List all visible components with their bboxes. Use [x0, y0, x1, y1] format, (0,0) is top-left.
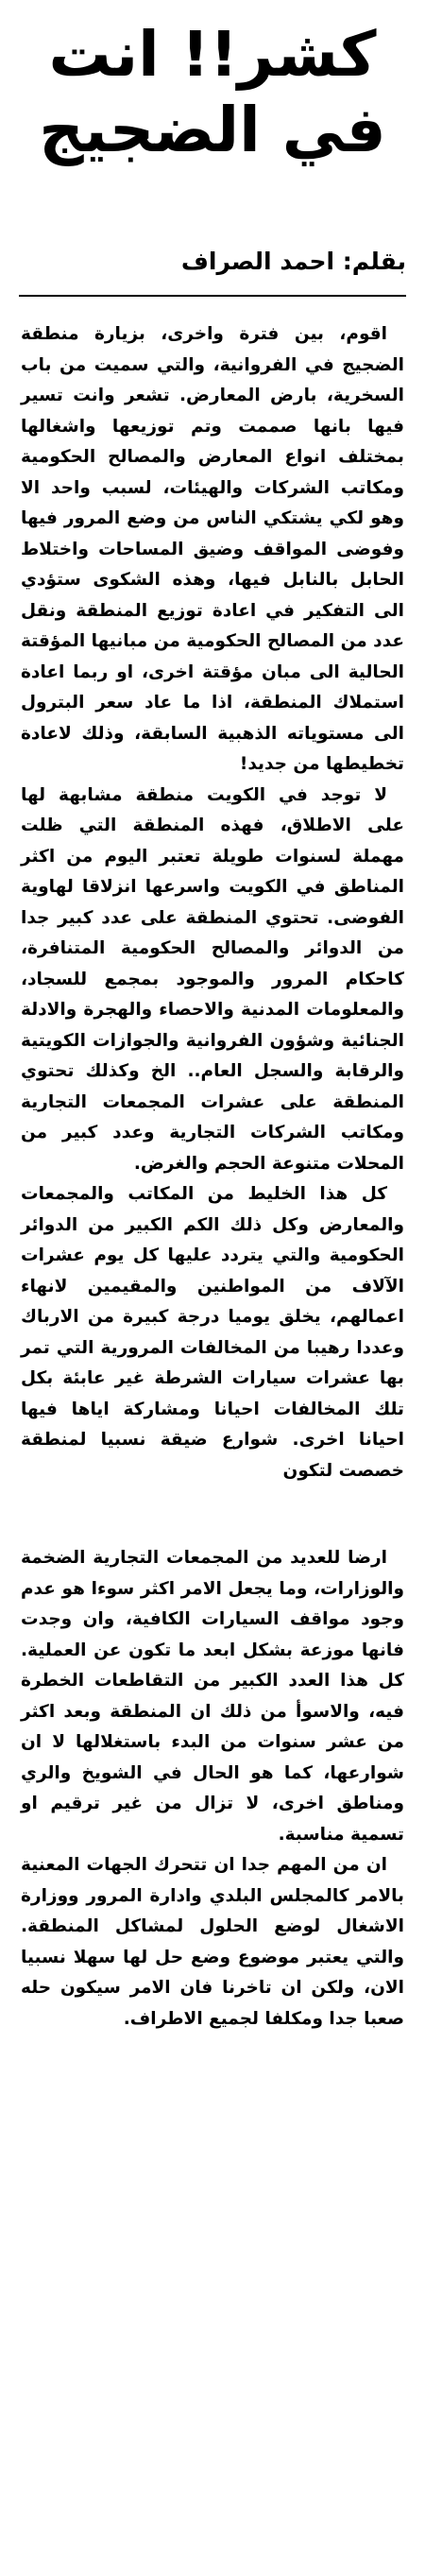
headline-line-2: في الضجيج	[39, 94, 386, 166]
paragraph: ارضا للعديد من المجمعات التجارية الضخمة والوزارات، وما يجعل الامر اكثر سوءا هو عدم وجود مواقف السيارات الكافية، وان وجدت فانها موزعة بشكل ابعد ما تكون عن العملية. كل هذا العدد الكبير من التقاطعات الخطرة فيه، والاسوأ من ذلك ان المنطقة وبعد اكثر من عشر سنوات من البدء باستغلالها لا ان شوارعها، كما هو الحال في الشويخ والري ومناطق اخرى، لا تزال من غير ترقيم او تسمية مناسبة.	[21, 1548, 404, 1845]
headline	[0, 17, 425, 168]
byline-divider	[19, 295, 406, 297]
article-body-part-1	[21, 319, 404, 1486]
headline-line-1: كشر!! انت	[48, 18, 377, 91]
byline: بقلم: احمد الصراف	[180, 248, 406, 275]
article-body-part-2	[21, 1543, 404, 2035]
paragraph: كل هذا الخليط من المكاتب والمجمعات والمعارض وكل ذلك الكم الكبير من الدوائر الحكومية والتي يتردد عليها كل يوم عشرات الآلاف من المواطنين والمقيمين لانهاء اعمالهم، يخلق يوميا درجة كبيرة من الارباك وعددا رهيبا من المخالفات المرورية التي تمر بها عشرات سيارات الشرطة غير عابئة بكل تلك المخالفات احيانا ومشاركة اياها فيها احيانا اخرى. شوارع ضيقة نسبيا لمنطقة خصصت لتكون	[21, 1184, 404, 1481]
paragraph: لا توجد في الكويت منطقة مشابهة لها على الاطلاق، فهذه المنطقة التي ظلت مهملة لسنوات طويلة تعتبر اليوم من اكثر المناطق في الكويت واسرعها انزلاقا لهاوية الفوضى. تحتوي المنطقة على عدد كبير جدا من الدوائر والمصالح الحكومية المتنافرة، كاحكام المرور والموجود بمجمع للسجاد، والمعلومات المدنية والاحصاء والهجرة والادلة الجنائية وشؤون الفروانية والجوازات الكويتية والرقابة والسجل العام.. الخ وكذلك تحتوي المنطقة على عشرات المجمعات التجارية ومكاتب الشركات التجارية وعدد كبير من المحلات متنوعة الحجم والغرض.	[21, 784, 404, 1174]
paragraph: ان من المهم جدا ان تتحرك الجهات المعنية بالامر كالمجلس البلدي وادارة المرور ووزارة الاشغال لوضع الحلول لمشاكل المنطقة. والتي يعتبر موضوع وضع حل لها سهلا نسبيا الان، ولكن ان تاخرنا فان الامر سيكون حله صعبا جدا ومكلفا لجميع الاطراف.	[21, 1855, 404, 2029]
paragraph: اقوم، بين فترة واخرى، بزيارة منطقة الضجيج في الفروانية، والتي سميت من باب السخرية، بارض المعارض. تشعر وانت تسير فيها بانها صممت وتم توزيعها واشغالها بمختلف انواع المعارض والمصالح الحكومية ومكاتب الشركات والهيئات، لسبب واحد الا وهو لكي يشتكي الناس من وضع المرور فيها وفوضى المواقف وضيق المساحات واختلاط الحابل بالنابل فيها، وهذه الشكوى ستؤدي الى التفكير في اعادة توزيع المنطقة ونقل عدد من المصالح الحكومية من مبانيها المؤقتة الحالية الى مبان مؤقتة اخرى، او ربما اعادة استملاك المنطقة، اذا ما عاد سعر البترول الى مستوياته الذهبية السابقة، وذلك لاعادة تخطيطها من جديد!	[21, 324, 404, 774]
